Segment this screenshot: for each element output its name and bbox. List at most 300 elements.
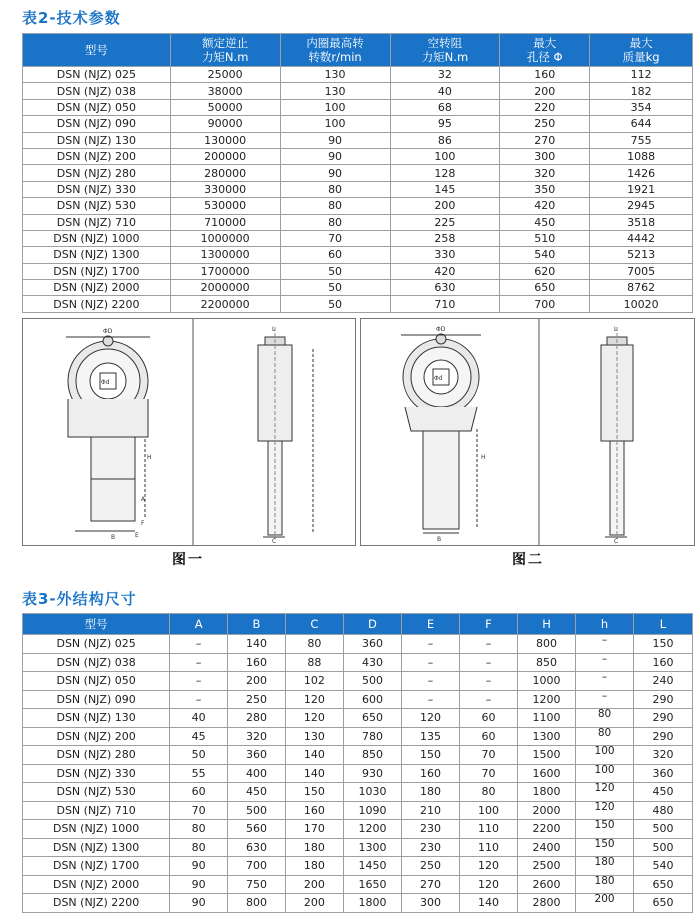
table3-cell: 1800 <box>517 783 575 802</box>
table3-cell: 80 <box>576 727 634 746</box>
table3-cell: 650 <box>634 894 693 913</box>
table2-cell: 8762 <box>590 280 693 296</box>
table3-cell: 150 <box>285 783 343 802</box>
table2-cell: DSN (NJZ) 090 <box>23 116 171 132</box>
table2-cell: 90 <box>280 132 390 148</box>
table3-cell: – <box>460 653 518 672</box>
table3-cell: 160 <box>402 764 460 783</box>
table2-header-row <box>23 34 693 67</box>
table2-cell: DSN (NJZ) 2200 <box>23 296 171 312</box>
table2-cell: 300 <box>500 148 590 164</box>
fig2-dim-h: H <box>481 454 486 461</box>
table2-cell: 280000 <box>170 165 280 181</box>
table2-cell: 130 <box>280 83 390 99</box>
table2-cell: 450 <box>500 214 590 230</box>
table3-cell: 55 <box>170 764 228 783</box>
table2-cell: 25000 <box>170 67 280 83</box>
table-row <box>23 727 693 746</box>
table2-cell: 112 <box>590 67 693 83</box>
table3-cell: 88 <box>285 653 343 672</box>
table-row <box>23 635 693 654</box>
table3-cell: 500 <box>634 838 693 857</box>
table-row <box>23 247 693 263</box>
table2-header-cell <box>170 34 280 67</box>
table3-cell: 120 <box>402 709 460 728</box>
table-row <box>23 67 693 83</box>
table3-cell: 120 <box>285 690 343 709</box>
table2-cell: 90 <box>280 165 390 181</box>
table3-cell: 40 <box>170 709 228 728</box>
table3-cell: – <box>170 653 228 672</box>
table-row <box>23 280 693 296</box>
table2-cell: 2945 <box>590 198 693 214</box>
table3-cell: – <box>460 690 518 709</box>
table-row <box>23 263 693 279</box>
table2-cell: 50 <box>280 296 390 312</box>
table2-cell: 80 <box>280 181 390 197</box>
table3-cell: DSN (NJZ) 530 <box>23 783 170 802</box>
table2-cell: 540 <box>500 247 590 263</box>
table3-cell: 1450 <box>343 857 401 876</box>
table3-cell: 70 <box>460 764 518 783</box>
table3-cell: 100 <box>576 764 634 783</box>
fig1-dim-phi-d: Φd <box>101 379 110 386</box>
table3-cell: 150 <box>634 635 693 654</box>
table2-header-line: 力矩N.m <box>421 50 469 64</box>
fig2-dim-l: L <box>614 326 618 333</box>
table-row <box>23 783 693 802</box>
table2-cell: DSN (NJZ) 1300 <box>23 247 171 263</box>
figure-2-frame <box>360 318 695 546</box>
table2-cell: DSN (NJZ) 038 <box>23 83 171 99</box>
table2-cell: 182 <box>590 83 693 99</box>
table-row <box>23 894 693 913</box>
table3-cell: 2500 <box>517 857 575 876</box>
table3-cell: – <box>576 690 634 709</box>
table2-cell: 1700000 <box>170 263 280 279</box>
table3-cell: 1090 <box>343 801 401 820</box>
fig1-dim-d: ΦD <box>103 328 113 335</box>
table3-cell: 600 <box>343 690 401 709</box>
table3-cell: 160 <box>285 801 343 820</box>
table3-cell: 250 <box>228 690 286 709</box>
table2-cell: 420 <box>390 263 500 279</box>
table3-cell: 1000 <box>517 672 575 691</box>
table3-cell: 650 <box>634 875 693 894</box>
table2-cell: 38000 <box>170 83 280 99</box>
table3-cell: DSN (NJZ) 1300 <box>23 838 170 857</box>
table3-cell: 290 <box>634 727 693 746</box>
table2-cell: DSN (NJZ) 330 <box>23 181 171 197</box>
table-row <box>23 653 693 672</box>
table2-cell: 3518 <box>590 214 693 230</box>
table2-title: 表2-技术参数 <box>22 9 121 27</box>
table3-cell: – <box>576 635 634 654</box>
table2-cell: 220 <box>500 99 590 115</box>
table2-header-line: 力矩N.m <box>201 50 249 64</box>
table2-cell: DSN (NJZ) 1000 <box>23 230 171 246</box>
fig1-dim-c: C <box>272 538 277 545</box>
table-row <box>23 838 693 857</box>
table3-cell: DSN (NJZ) 280 <box>23 746 170 765</box>
table2-cell: 100 <box>390 148 500 164</box>
table2-cell: 620 <box>500 263 590 279</box>
table3-cell: DSN (NJZ) 1000 <box>23 820 170 839</box>
table3-cell: 200 <box>228 672 286 691</box>
table2-header-cell <box>500 34 590 67</box>
table2-header-line: 最大 <box>533 36 557 50</box>
table3-cell: 1300 <box>343 838 401 857</box>
table2-cell: 1088 <box>590 148 693 164</box>
table2-cell: 250 <box>500 116 590 132</box>
table3-cell: 2800 <box>517 894 575 913</box>
table2-body <box>23 67 693 313</box>
fig2-dim-b: B <box>437 536 442 543</box>
fig1-dim-b: B <box>111 534 116 541</box>
table3-cell: 80 <box>460 783 518 802</box>
table-row <box>23 764 693 783</box>
table3-cell: 400 <box>228 764 286 783</box>
table3-cell: DSN (NJZ) 200 <box>23 727 170 746</box>
table2-cell: 420 <box>500 198 590 214</box>
table2-header-cell <box>23 34 171 67</box>
table3-cell: DSN (NJZ) 038 <box>23 653 170 672</box>
table3-cell: 80 <box>285 635 343 654</box>
table3-cell: – <box>170 672 228 691</box>
table3-cell: 120 <box>576 801 634 820</box>
table2-cell: 650 <box>500 280 590 296</box>
table2-cell: 755 <box>590 132 693 148</box>
table3-cell: 80 <box>576 709 634 728</box>
table-row <box>23 672 693 691</box>
table3-cell: 250 <box>402 857 460 876</box>
table2-cell: 350 <box>500 181 590 197</box>
table3-cell: DSN (NJZ) 2200 <box>23 894 170 913</box>
table3-cell: 80 <box>170 820 228 839</box>
table2-cell: 330000 <box>170 181 280 197</box>
table2-cell: DSN (NJZ) 130 <box>23 132 171 148</box>
table-row <box>23 214 693 230</box>
table3-header-cell: A <box>170 614 228 635</box>
table3-cell: DSN (NJZ) 025 <box>23 635 170 654</box>
table2-header-line: 质量kg <box>622 50 660 64</box>
table2-cell: DSN (NJZ) 1700 <box>23 263 171 279</box>
table2-cell: 1426 <box>590 165 693 181</box>
fig2-dim-c: C <box>614 538 619 545</box>
table2-cell: 2000000 <box>170 280 280 296</box>
table3-header-cell: C <box>285 614 343 635</box>
table2-cell: DSN (NJZ) 025 <box>23 67 171 83</box>
table-row <box>23 296 693 312</box>
table-row <box>23 801 693 820</box>
table3-cell: 100 <box>460 801 518 820</box>
table3-cell: – <box>576 672 634 691</box>
table2-cell: 80 <box>280 214 390 230</box>
figure-2-drawing <box>361 319 694 545</box>
table3-cell: 60 <box>460 727 518 746</box>
table3-cell: 500 <box>228 801 286 820</box>
table-row <box>23 83 693 99</box>
table3-cell: 850 <box>517 653 575 672</box>
table2-cell: 1300000 <box>170 247 280 263</box>
table3-cell: 480 <box>634 801 693 820</box>
table3-cell: 800 <box>228 894 286 913</box>
fig1-dim-a: A <box>141 496 146 503</box>
table3-cell: 1800 <box>343 894 401 913</box>
table2-cell: 200 <box>500 83 590 99</box>
table3-cell: 90 <box>170 894 228 913</box>
table3-cell: 160 <box>634 653 693 672</box>
table3-cell: 1500 <box>517 746 575 765</box>
table3-cell: 200 <box>576 894 634 913</box>
table2-technical-params <box>22 33 693 313</box>
table3-cell: 180 <box>576 875 634 894</box>
table3-cell: 140 <box>460 894 518 913</box>
table3-outer-dimensions <box>22 613 693 913</box>
table2-cell: 530000 <box>170 198 280 214</box>
table3-cell: 630 <box>228 838 286 857</box>
table-row <box>23 857 693 876</box>
table3-cell: 70 <box>170 801 228 820</box>
table3-cell: 180 <box>402 783 460 802</box>
table2-cell: 70 <box>280 230 390 246</box>
table3-cell: 780 <box>343 727 401 746</box>
table2-cell: 225 <box>390 214 500 230</box>
table3-cell: – <box>170 635 228 654</box>
table3-cell: 150 <box>576 838 634 857</box>
table2-header-line: 转数r/min <box>308 50 362 64</box>
table-row <box>23 165 693 181</box>
table-row <box>23 230 693 246</box>
figure-2-caption: 图二 <box>512 552 544 568</box>
table3-cell: 450 <box>228 783 286 802</box>
table3-header-cell: L <box>634 614 693 635</box>
table2-cell: DSN (NJZ) 530 <box>23 198 171 214</box>
table3-cell: 320 <box>228 727 286 746</box>
table2-cell: DSN (NJZ) 710 <box>23 214 171 230</box>
table3-cell: 60 <box>460 709 518 728</box>
table-row <box>23 148 693 164</box>
table3-cell: DSN (NJZ) 2000 <box>23 875 170 894</box>
table3-cell: 110 <box>460 820 518 839</box>
table3-cell: 120 <box>460 875 518 894</box>
table-row <box>23 198 693 214</box>
table3-cell: 1200 <box>517 690 575 709</box>
table2-cell: 200000 <box>170 148 280 164</box>
table3-cell: DSN (NJZ) 1700 <box>23 857 170 876</box>
table3-cell: 210 <box>402 801 460 820</box>
table2-cell: 644 <box>590 116 693 132</box>
table3-cell: 2600 <box>517 875 575 894</box>
table2-cell: 130000 <box>170 132 280 148</box>
table3-cell: 540 <box>634 857 693 876</box>
table3-cell: 500 <box>343 672 401 691</box>
table2-cell: 330 <box>390 247 500 263</box>
table3-cell: 180 <box>576 857 634 876</box>
table2-cell: DSN (NJZ) 2000 <box>23 280 171 296</box>
table3-cell: 1030 <box>343 783 401 802</box>
table3-header-cell: B <box>228 614 286 635</box>
table3-cell: 120 <box>576 783 634 802</box>
fig1-dim-f: F <box>141 520 145 527</box>
table2-cell: 270 <box>500 132 590 148</box>
table2-header-cell <box>390 34 500 67</box>
table2-cell: 32 <box>390 67 500 83</box>
table2-cell: 1921 <box>590 181 693 197</box>
table3-cell: 700 <box>228 857 286 876</box>
table3-title: 表3-外结构尺寸 <box>22 590 137 608</box>
table3-cell: 135 <box>402 727 460 746</box>
table3-cell: 270 <box>402 875 460 894</box>
table3-cell: 230 <box>402 820 460 839</box>
table3-cell: DSN (NJZ) 090 <box>23 690 170 709</box>
table2-header-line: 内圈最高转 <box>306 36 364 50</box>
table2-header-line: 空转阻 <box>427 36 463 50</box>
table3-cell: 60 <box>170 783 228 802</box>
table2-cell: 630 <box>390 280 500 296</box>
table2-cell: 200 <box>390 198 500 214</box>
table2-cell: 128 <box>390 165 500 181</box>
table3-cell: – <box>402 690 460 709</box>
table-row <box>23 709 693 728</box>
table2-cell: 4442 <box>590 230 693 246</box>
table2-cell: 160 <box>500 67 590 83</box>
table3-cell: 90 <box>170 857 228 876</box>
table3-cell: 45 <box>170 727 228 746</box>
table3-cell: 140 <box>285 746 343 765</box>
table2-cell: 100 <box>280 116 390 132</box>
table3-cell: 50 <box>170 746 228 765</box>
table3-cell: 1300 <box>517 727 575 746</box>
table3-cell: 290 <box>634 709 693 728</box>
table3-cell: 130 <box>285 727 343 746</box>
table3-cell: 160 <box>228 653 286 672</box>
table-row <box>23 116 693 132</box>
table2-cell: 320 <box>500 165 590 181</box>
table3-cell: 170 <box>285 820 343 839</box>
table3-header-cell: E <box>402 614 460 635</box>
table3-cell: 360 <box>634 764 693 783</box>
table3-header-cell: H <box>517 614 575 635</box>
table3-cell: 150 <box>402 746 460 765</box>
fig2-dim-d: ΦD <box>436 326 446 333</box>
figure-1-caption: 图一 <box>172 552 204 568</box>
table3-cell: DSN (NJZ) 330 <box>23 764 170 783</box>
table3-header-row <box>23 614 693 635</box>
table2-cell: 354 <box>590 99 693 115</box>
table3-cell: 180 <box>285 857 343 876</box>
table3-cell: 120 <box>285 709 343 728</box>
table3-cell: 200 <box>285 894 343 913</box>
table2-cell: 258 <box>390 230 500 246</box>
table3-cell: 1600 <box>517 764 575 783</box>
table3-cell: 800 <box>517 635 575 654</box>
table2-header-cell <box>280 34 390 67</box>
table3-header-cell: h <box>576 614 634 635</box>
table3-cell: 102 <box>285 672 343 691</box>
table3-header-cell: F <box>460 614 518 635</box>
table3-cell: 2000 <box>517 801 575 820</box>
table2-cell: 80 <box>280 198 390 214</box>
table3-cell: 850 <box>343 746 401 765</box>
table3-cell: 560 <box>228 820 286 839</box>
figure-1-drawing <box>23 319 355 545</box>
table-row <box>23 181 693 197</box>
table2-cell: 86 <box>390 132 500 148</box>
figure-1-frame <box>22 318 356 546</box>
table2-header-line: 最大 <box>629 36 653 50</box>
table3-cell: 1200 <box>343 820 401 839</box>
table3-cell: 1650 <box>343 875 401 894</box>
table3-cell: 90 <box>170 875 228 894</box>
table3-cell: 360 <box>343 635 401 654</box>
table3-cell: 70 <box>460 746 518 765</box>
table2-cell: 90 <box>280 148 390 164</box>
table3-cell: 120 <box>460 857 518 876</box>
table3-cell: 930 <box>343 764 401 783</box>
table2-header-line: 孔径 Φ <box>526 50 563 64</box>
table2-cell: DSN (NJZ) 280 <box>23 165 171 181</box>
table3-header-cell: 型号 <box>23 614 170 635</box>
fig1-dim-e: E <box>135 532 139 539</box>
table2-cell: 2200000 <box>170 296 280 312</box>
fig1-dim-l: L <box>272 326 276 333</box>
table2-cell: 40 <box>390 83 500 99</box>
table3-cell: 110 <box>460 838 518 857</box>
table3-cell: – <box>460 672 518 691</box>
table2-cell: 60 <box>280 247 390 263</box>
table3-cell: 500 <box>634 820 693 839</box>
table3-cell: 750 <box>228 875 286 894</box>
table3-cell: – <box>170 690 228 709</box>
table3-cell: 100 <box>576 746 634 765</box>
table-row <box>23 132 693 148</box>
table2-cell: 95 <box>390 116 500 132</box>
table3-cell: 230 <box>402 838 460 857</box>
table3-cell: – <box>402 635 460 654</box>
table3-cell: 80 <box>170 838 228 857</box>
table3-cell: DSN (NJZ) 050 <box>23 672 170 691</box>
table3-cell: 320 <box>634 746 693 765</box>
table3-cell: 300 <box>402 894 460 913</box>
table2-cell: 1000000 <box>170 230 280 246</box>
table3-cell: DSN (NJZ) 130 <box>23 709 170 728</box>
table3-cell: 360 <box>228 746 286 765</box>
table3-cell: – <box>402 653 460 672</box>
table3-body <box>23 635 693 913</box>
table2-cell: 90000 <box>170 116 280 132</box>
table2-header-cell <box>590 34 693 67</box>
table3-cell: 140 <box>285 764 343 783</box>
table2-cell: 7005 <box>590 263 693 279</box>
table3-cell: 1100 <box>517 709 575 728</box>
table3-cell: 2400 <box>517 838 575 857</box>
table-row <box>23 99 693 115</box>
table2-cell: 700 <box>500 296 590 312</box>
table2-cell: DSN (NJZ) 200 <box>23 148 171 164</box>
table2-cell: 130 <box>280 67 390 83</box>
table3-cell: 150 <box>576 820 634 839</box>
table3-cell: 200 <box>285 875 343 894</box>
table3-cell: 140 <box>228 635 286 654</box>
table3-cell: – <box>460 635 518 654</box>
fig1-dim-h: H <box>147 454 152 461</box>
table3-cell: 180 <box>285 838 343 857</box>
table3-header-cell: D <box>343 614 401 635</box>
table3-cell: – <box>402 672 460 691</box>
table3-cell: 650 <box>343 709 401 728</box>
table2-cell: 10020 <box>590 296 693 312</box>
